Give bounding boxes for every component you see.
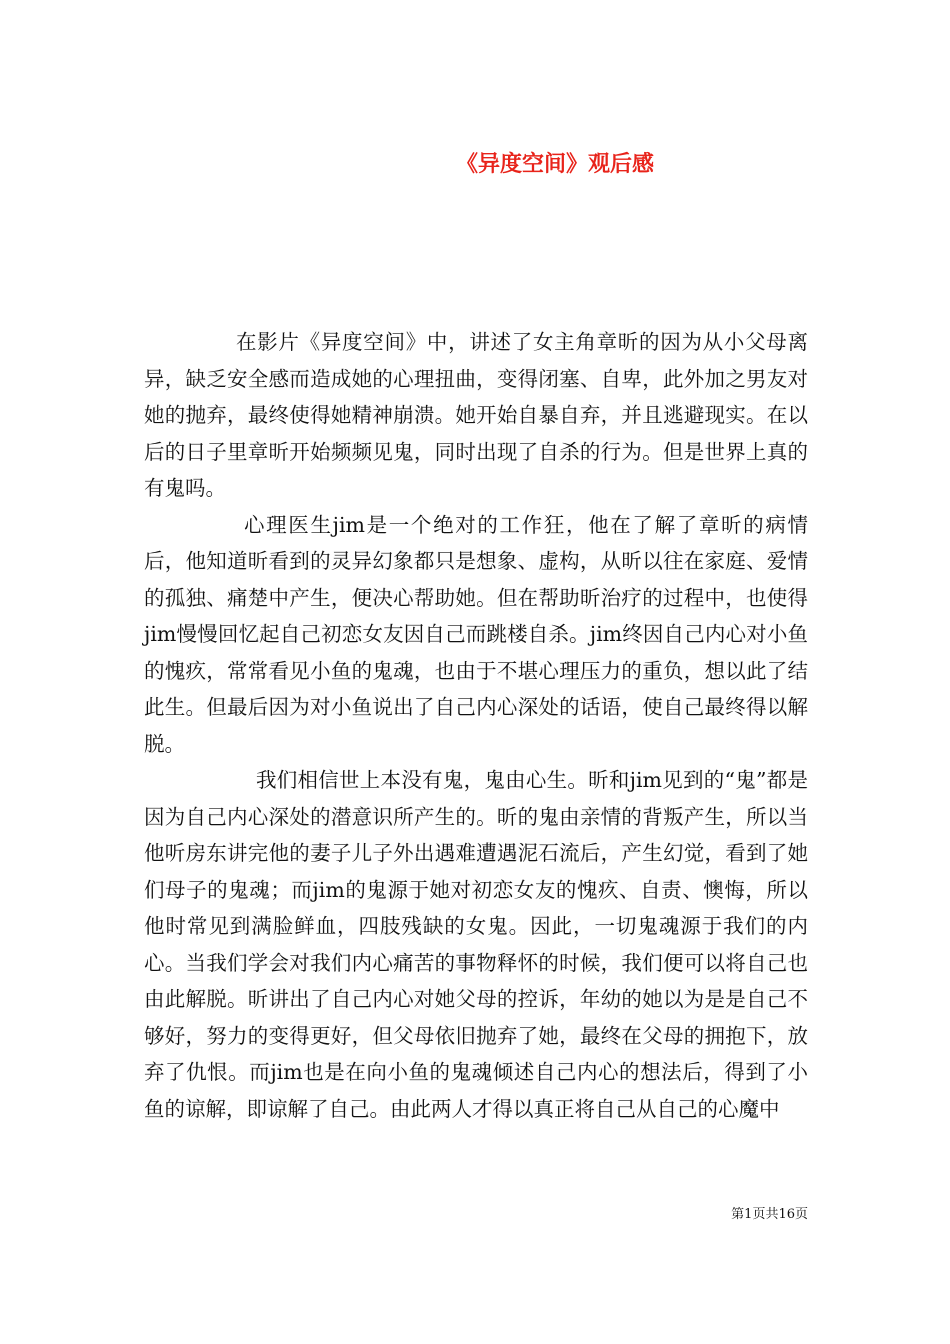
paragraph-3: 我们相信世上本没有鬼，鬼由心生。昕和jim见到的“鬼”都是因为自己内心深处的潜意识所产生的。昕的鬼由亲情的背叛产生，所以当他听房东讲完他的妻子儿子外出遇难遭遇泥石流后，产生幻觉，看到了她们母子的鬼魂；而jim的鬼源于她对初恋女友的愧疚、自责、懊悔，所以他时常见到满脸鲜血，四肢残缺的女鬼。因此，一切鬼魂源于我们的内心。当我们学会对我们内心痛苦的事物释怀的时候，我们便可以将自己也由此解脱。昕讲出了自己内心对她父母的控诉，年幼的她以为是是自己不够好，努力的变得更好，但父母依旧抛弃了她，最终在父母的拥抱下，放弃了仇恨。而jim也是在向小鱼的鬼魂倾述自己内心的想法后，得到了小鱼的谅解，即谅解了自己。由此两人才得以真正将自己从自己的心魔中	[144, 768, 808, 1121]
page-number-footer: 第1页共16页	[731, 1207, 808, 1222]
paragraph-2: 心理医生jim是一个绝对的工作狂，他在了解了章昕的病情后，他知道昕看到的灵异幻象都只是想象、虚构，从昕以往在家庭、爱情的孤独、痛楚中产生，便决心帮助她。但在帮助昕治疗的过程中，也使得jim慢慢回忆起自己初恋女友因自己而跳楼自杀。jim终因自己内心对小鱼的愧疚，常常看见小鱼的鬼魂，也由于不堪心理压力的重负，想以此了结此生。但最后因为对小鱼说出了自己内心深处的话语，使自己最终得以解脱。	[144, 512, 808, 756]
paragraph-1: 在影片《异度空间》中，讲述了女主角章昕的因为从小父母离异，缺乏安全感而造成她的心理扭曲，变得闭塞、自卑，此外加之男友对她的抛弃，最终使得她精神崩溃。她开始自暴自弃，并且逃避现实。在以后的日子里章昕开始频频见鬼，同时出现了自杀的行为。但是世界上真的有鬼吗。	[144, 330, 808, 500]
document-body	[144, 324, 808, 1127]
page-title: 《异度空间》观后感	[455, 151, 654, 177]
